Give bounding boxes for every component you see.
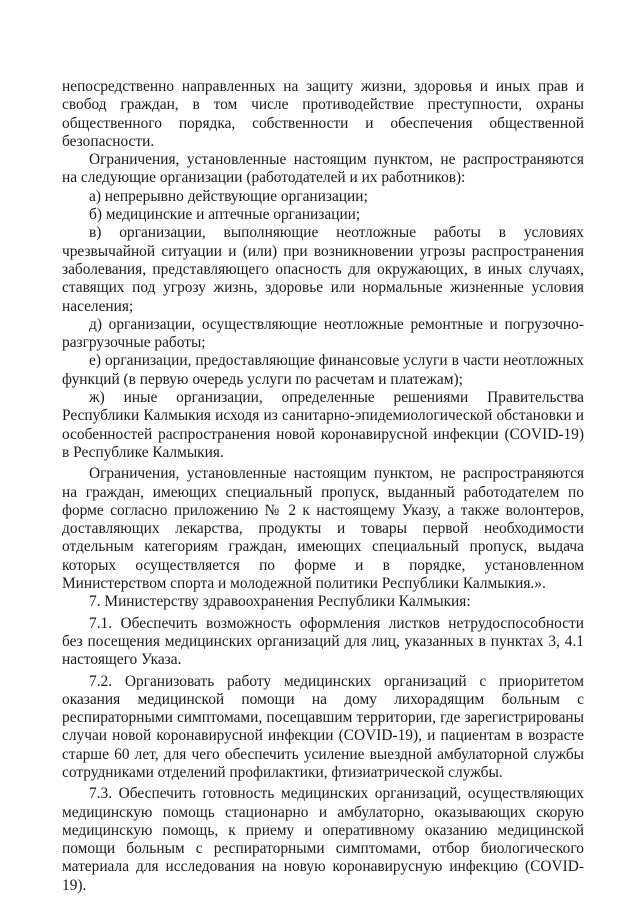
list-item-d: д) организации, осуществляющие неотложные ремонтные и погрузочно-разгрузочные работы; — [62, 315, 584, 352]
paragraph-restrictions-exemptions: Ограничения, установленные настоящим пунктом, не распространяются на следующие организации (работодателей и их работников): — [62, 151, 584, 187]
clause-7-2: 7.2. Организовать работу медицинских организаций с приоритетом оказания медицинской помощи на дому лихорадящим больным с респираторными симптомами, посещавшим территории, где зарегистрированы случаи новой коронавирусной инфекции (COVID-19), и пациентам в возрасте старше 60 лет, для чего обеспечить усиление выездной амбулаторной службы сотрудниками отделений профилактики, фтизиатрической службы. — [62, 672, 584, 781]
paragraph-special-pass: Ограничения, установленные настоящим пунктом, не распространяются на граждан, имеющих специальный пропуск, выданный работодателем по форме согласно приложению № 2 к настоящему Указу, а также волонтеров, доставляющих лекарства, продукты и товары первой необходимости отдельным категориям граждан, имеющих специальный пропуск, выдача которых осуществляется по форме и в порядке, установленном Министерством спорта и молодежной политики Республики Калмыкия.». — [62, 465, 584, 593]
clause-7-1: 7.1. Обеспечить возможность оформления листков нетрудоспособности без посещения медицинских организаций для лиц, указанных в пунктах 3, 4.1 настоящего Указа. — [62, 614, 584, 669]
list-item-b: б) медицинские и аптечные организации; — [89, 206, 361, 224]
list-item-zh: ж) иные организации, определенные решениями Правительства Республики Калмыкия исходя из санитарно-эпидемиологической обстановки и особенностей распространения новой коронавирусной инфекции (COVID-19) в Республике Калмыкия. — [62, 389, 584, 461]
list-item-e: е) организации, предоставляющие финансовые услуги в части неотложных функций (в первую очередь услуги по расчетам и платежам); — [62, 352, 584, 388]
clause-7-3: 7.3. Обеспечить готовность медицинских организаций, осуществляющих медицинскую помощь стационарно и амбулаторно, оказывающих скорую медицинскую помощь, к приему и оперативному оказанию медицинской помощи больным с респираторными симптомами, отбор биологического материала для исследования на новую коронавирусную инфекцию (COVID-19). — [62, 785, 584, 894]
list-item-v: в) организации, выполняющие неотложные работы в условиях чрезвычайной ситуации и (или) при возникновении угрозы распространения заболевания, представляющего опасность для окружающих, в иных случаях, ставящих под угрозу жизнь, здоровье или нормальные жизненные условия населения; — [62, 224, 584, 315]
paragraph-continuation: непосредственно направленных на защиту жизни, здоровья и иных прав и свобод граждан, в том числе противодействие преступности, охраны общественного порядка, собственности и обеспечения общественной безопасности. — [62, 78, 584, 150]
list-item-a: а) непрерывно действующие организации; — [89, 187, 368, 205]
document-page — [62, 78, 584, 895]
section-7-heading: 7. Министерству здравоохранения Республики Калмыкия: — [89, 593, 471, 611]
